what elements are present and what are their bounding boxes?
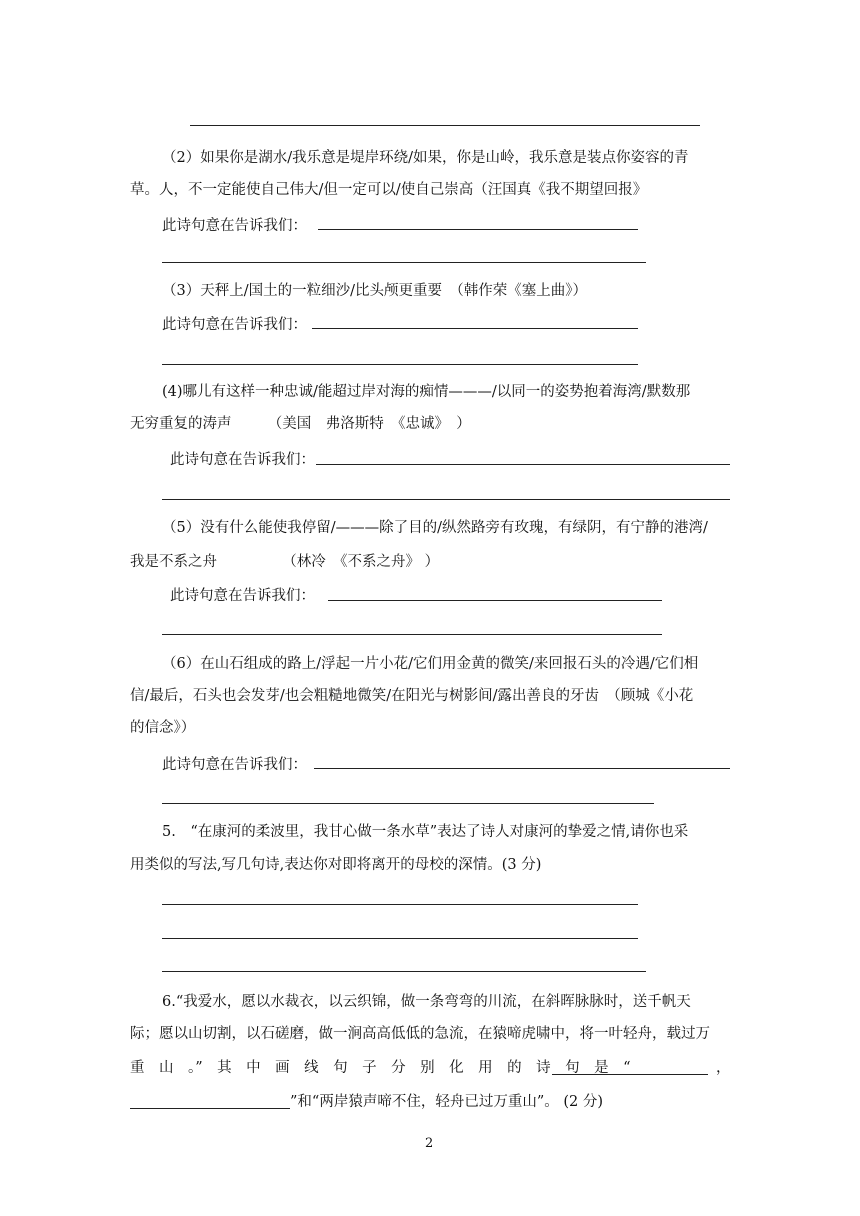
blank-q6-2 [130, 1108, 290, 1109]
answer-line-q5-a [162, 904, 638, 905]
answer-line-item6-b [162, 803, 654, 804]
q4-item6-line2: 信/最后，石头也会发芽/也会粗糙地微笑/在阳光与树影间/露出善良的牙齿 （顾城《小花 [130, 688, 694, 704]
q4-item4-line1: (4)哪儿有这样一种忠诚/能超过岸对海的痴情———/以同一的姿势抱着海湾/默数那 [162, 384, 691, 400]
answer-line-item5-b [162, 634, 662, 635]
q4-item2-prompt: 此诗句意在告诉我们： [162, 218, 307, 234]
q4-item3-prompt: 此诗句意在告诉我们： [162, 317, 307, 333]
q4-item5-line1: （5）没有什么能使我停留/———除了目的/纵然路旁有玫瑰，有绿阴，有宁静的港湾/ [162, 520, 708, 536]
blank-q6-1 [552, 1074, 708, 1075]
answer-line-item6-a [314, 768, 730, 769]
answer-line-top [190, 125, 700, 126]
q4-item4-prompt: 此诗句意在告诉我们： [170, 452, 315, 468]
q4-item2-line1: （2）如果你是湖水/我乐意是堤岸环绕/如果，你是山岭，我乐意是装点你姿容的青 [162, 150, 689, 166]
q5-line1: 5. “在康河的柔波里，我甘心做一条水草”表达了诗人对康河的挚爱之情,请你也采 [162, 824, 689, 840]
q4-item2-line2: 草。人，不一定能使自己伟大/但一定可以/使自己崇高（汪国真《我不期望回报》 [130, 182, 648, 198]
q6-line3-start: 重 山 。” 其 中 画 线 句 子 分 别 化 用 的 诗 句 是 “ [130, 1060, 631, 1076]
q6-line4: ”和“两岸猿声啼不住，轻舟已过万重山”。 (2 分) [290, 1094, 603, 1110]
q4-item6-line1: （6）在山石组成的路上/浮起一片小花/它们用金黄的微笑/来回报石头的冷遇/它们相 [162, 656, 699, 672]
page-number: 2 [425, 1136, 434, 1151]
q4-item6-line3: 的信念》） [130, 720, 196, 736]
q4-item3-line1: （3）天秤上/国土的一粒细沙/比头颅更重要 （韩作荣《塞上曲》） [162, 283, 587, 299]
answer-line-q5-c [162, 971, 646, 972]
answer-line-item5-a [328, 600, 662, 601]
q6-line2: 际；愿以山切割，以石磋磨，做一涧高高低低的急流，在猿啼虎啸中，将一叶轻舟，载过万 [130, 1026, 710, 1042]
q4-item4-line2: 无穷重复的涛声 （美国 弗洛斯特 《忠诚》 ） [130, 416, 471, 432]
answer-line-item3-a [312, 328, 638, 329]
answer-line-item3-b [162, 364, 638, 365]
answer-line-item2-b [162, 262, 646, 263]
answer-line-q5-b [162, 938, 638, 939]
q6-line1: 6.“我爱水，愿以水裁衣，以云织锦，做一条弯弯的川流，在斜晖脉脉时，送千帆天 [162, 994, 691, 1010]
answer-line-item4-b [162, 499, 730, 500]
q5-line2: 用类似的写法,写几句诗,表达你对即将离开的母校的深情。(3 分) [130, 857, 542, 873]
q4-item6-prompt: 此诗句意在告诉我们： [162, 757, 307, 773]
q4-item5-prompt: 此诗句意在告诉我们： [170, 588, 315, 604]
q4-item5-line2: 我是不系之舟 （林冷 《不系之舟》 ） [130, 554, 440, 570]
answer-line-item4-a [316, 464, 730, 465]
answer-line-item2-a [318, 229, 638, 230]
q6-line3-comma: ， [716, 1060, 731, 1076]
